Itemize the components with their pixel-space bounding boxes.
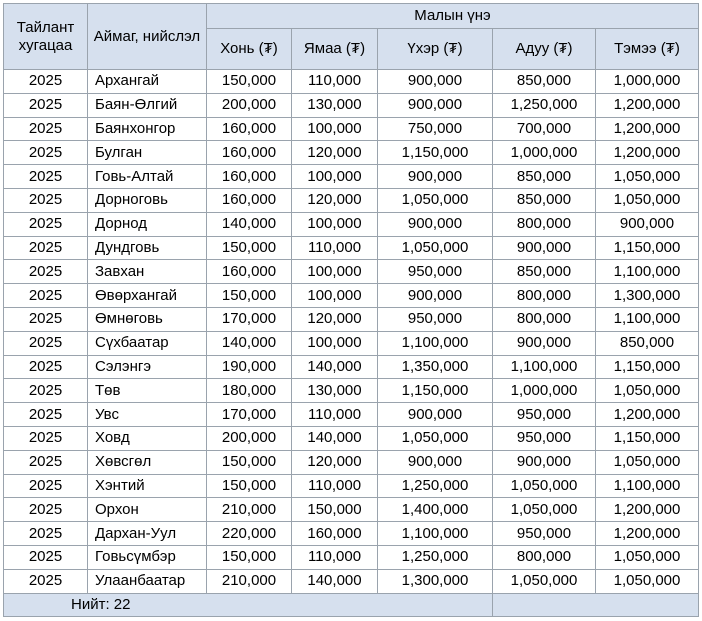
goat-price-cell: 100,000 <box>292 284 378 308</box>
horse-price-cell: 800,000 <box>493 307 596 331</box>
table-row <box>4 188 699 212</box>
aimag-name-cell: Дорнод <box>88 212 207 236</box>
sheep-price-cell: 170,000 <box>207 403 292 427</box>
table-row <box>4 165 699 189</box>
horse-price-cell: 800,000 <box>493 545 596 569</box>
sheep-price-cell: 150,000 <box>207 284 292 308</box>
goat-price-cell: 110,000 <box>292 403 378 427</box>
goat-price-cell: 140,000 <box>292 426 378 450</box>
year-cell: 2025 <box>4 307 88 331</box>
sheep-price-cell: 150,000 <box>207 236 292 260</box>
cattle-price-cell: 1,150,000 <box>378 379 493 403</box>
camel-price-cell: 900,000 <box>596 212 699 236</box>
sheep-price-cell: 190,000 <box>207 355 292 379</box>
sheep-price-cell: 150,000 <box>207 450 292 474</box>
goat-price-cell: 120,000 <box>292 450 378 474</box>
horse-price-cell: 1,050,000 <box>493 474 596 498</box>
year-cell: 2025 <box>4 522 88 546</box>
aimag-name-cell: Улаанбаатар <box>88 569 207 593</box>
cattle-price-cell: 950,000 <box>378 260 493 284</box>
sheep-price-cell: 210,000 <box>207 569 292 593</box>
header-goat: Ямаа (₮) <box>292 29 378 70</box>
camel-price-cell: 1,000,000 <box>596 70 699 94</box>
horse-price-cell: 1,050,000 <box>493 569 596 593</box>
table-row <box>4 498 699 522</box>
cattle-price-cell: 1,100,000 <box>378 522 493 546</box>
camel-price-cell: 1,050,000 <box>596 379 699 403</box>
cattle-price-cell: 1,050,000 <box>378 426 493 450</box>
horse-price-cell: 900,000 <box>493 236 596 260</box>
livestock-price-table <box>3 3 699 617</box>
sheep-price-cell: 200,000 <box>207 426 292 450</box>
horse-price-cell: 850,000 <box>493 260 596 284</box>
sheep-price-cell: 210,000 <box>207 498 292 522</box>
camel-price-cell: 1,150,000 <box>596 355 699 379</box>
camel-price-cell: 1,150,000 <box>596 426 699 450</box>
cattle-price-cell: 1,250,000 <box>378 474 493 498</box>
goat-price-cell: 130,000 <box>292 93 378 117</box>
goat-price-cell: 150,000 <box>292 498 378 522</box>
cattle-price-cell: 950,000 <box>378 307 493 331</box>
sheep-price-cell: 170,000 <box>207 307 292 331</box>
cattle-price-cell: 900,000 <box>378 450 493 474</box>
camel-price-cell: 1,200,000 <box>596 117 699 141</box>
aimag-name-cell: Баян-Өлгий <box>88 93 207 117</box>
year-cell: 2025 <box>4 284 88 308</box>
year-cell: 2025 <box>4 212 88 236</box>
horse-price-cell: 950,000 <box>493 522 596 546</box>
aimag-name-cell: Архангай <box>88 70 207 94</box>
year-cell: 2025 <box>4 93 88 117</box>
horse-price-cell: 1,250,000 <box>493 93 596 117</box>
aimag-name-cell: Орхон <box>88 498 207 522</box>
horse-price-cell: 900,000 <box>493 450 596 474</box>
sheep-price-cell: 160,000 <box>207 188 292 212</box>
aimag-name-cell: Завхан <box>88 260 207 284</box>
table-row <box>4 379 699 403</box>
table-row <box>4 545 699 569</box>
year-cell: 2025 <box>4 70 88 94</box>
goat-price-cell: 100,000 <box>292 260 378 284</box>
cattle-price-cell: 1,300,000 <box>378 569 493 593</box>
table-row <box>4 307 699 331</box>
cattle-price-cell: 900,000 <box>378 93 493 117</box>
horse-price-cell: 1,000,000 <box>493 141 596 165</box>
table-row <box>4 426 699 450</box>
table-row <box>4 70 699 94</box>
year-cell: 2025 <box>4 474 88 498</box>
aimag-name-cell: Сүхбаатар <box>88 331 207 355</box>
header-period: Тайлант хугацаа <box>4 4 88 70</box>
table-row <box>4 569 699 593</box>
table-footer-row <box>4 593 699 616</box>
aimag-name-cell: Дархан-Уул <box>88 522 207 546</box>
goat-price-cell: 140,000 <box>292 569 378 593</box>
goat-price-cell: 100,000 <box>292 117 378 141</box>
camel-price-cell: 1,300,000 <box>596 284 699 308</box>
year-cell: 2025 <box>4 498 88 522</box>
horse-price-cell: 850,000 <box>493 188 596 212</box>
table-row <box>4 236 699 260</box>
aimag-name-cell: Өвөрхангай <box>88 284 207 308</box>
goat-price-cell: 120,000 <box>292 188 378 212</box>
camel-price-cell: 1,100,000 <box>596 307 699 331</box>
goat-price-cell: 110,000 <box>292 545 378 569</box>
header-aimag: Аймаг, нийслэл <box>88 4 207 70</box>
year-cell: 2025 <box>4 236 88 260</box>
goat-price-cell: 100,000 <box>292 165 378 189</box>
cattle-price-cell: 1,350,000 <box>378 355 493 379</box>
camel-price-cell: 1,100,000 <box>596 260 699 284</box>
year-cell: 2025 <box>4 426 88 450</box>
camel-price-cell: 1,200,000 <box>596 498 699 522</box>
aimag-name-cell: Говьсүмбэр <box>88 545 207 569</box>
camel-price-cell: 1,200,000 <box>596 141 699 165</box>
goat-price-cell: 100,000 <box>292 212 378 236</box>
horse-price-cell: 1,100,000 <box>493 355 596 379</box>
table-row <box>4 474 699 498</box>
aimag-name-cell: Ховд <box>88 426 207 450</box>
year-cell: 2025 <box>4 165 88 189</box>
cattle-price-cell: 900,000 <box>378 212 493 236</box>
aimag-name-cell: Говь-Алтай <box>88 165 207 189</box>
header-group-livestock-price: Малын үнэ <box>207 4 699 29</box>
aimag-name-cell: Увс <box>88 403 207 427</box>
horse-price-cell: 800,000 <box>493 212 596 236</box>
goat-price-cell: 110,000 <box>292 474 378 498</box>
sheep-price-cell: 150,000 <box>207 545 292 569</box>
horse-price-cell: 1,050,000 <box>493 498 596 522</box>
table-body <box>4 70 699 594</box>
sheep-price-cell: 140,000 <box>207 331 292 355</box>
sheep-price-cell: 180,000 <box>207 379 292 403</box>
sheep-price-cell: 160,000 <box>207 165 292 189</box>
sheep-price-cell: 150,000 <box>207 474 292 498</box>
header-sheep: Хонь (₮) <box>207 29 292 70</box>
year-cell: 2025 <box>4 569 88 593</box>
year-cell: 2025 <box>4 331 88 355</box>
horse-price-cell: 800,000 <box>493 284 596 308</box>
year-cell: 2025 <box>4 355 88 379</box>
table-row <box>4 355 699 379</box>
horse-price-cell: 1,000,000 <box>493 379 596 403</box>
sheep-price-cell: 140,000 <box>207 212 292 236</box>
aimag-name-cell: Дорноговь <box>88 188 207 212</box>
aimag-name-cell: Хөвсгөл <box>88 450 207 474</box>
year-cell: 2025 <box>4 117 88 141</box>
cattle-price-cell: 750,000 <box>378 117 493 141</box>
sheep-price-cell: 160,000 <box>207 141 292 165</box>
table-row <box>4 403 699 427</box>
camel-price-cell: 1,050,000 <box>596 188 699 212</box>
sheep-price-cell: 150,000 <box>207 70 292 94</box>
cattle-price-cell: 1,050,000 <box>378 236 493 260</box>
goat-price-cell: 120,000 <box>292 307 378 331</box>
aimag-name-cell: Өмнөговь <box>88 307 207 331</box>
cattle-price-cell: 1,050,000 <box>378 188 493 212</box>
camel-price-cell: 1,050,000 <box>596 569 699 593</box>
cattle-price-cell: 900,000 <box>378 70 493 94</box>
year-cell: 2025 <box>4 545 88 569</box>
camel-price-cell: 850,000 <box>596 331 699 355</box>
goat-price-cell: 110,000 <box>292 70 378 94</box>
cattle-price-cell: 1,250,000 <box>378 545 493 569</box>
total-count: Нийт: 22 <box>4 593 493 616</box>
table-row <box>4 117 699 141</box>
header-cattle: Үхэр (₮) <box>378 29 493 70</box>
camel-price-cell: 1,050,000 <box>596 165 699 189</box>
table-row <box>4 141 699 165</box>
camel-price-cell: 1,050,000 <box>596 545 699 569</box>
cattle-price-cell: 1,400,000 <box>378 498 493 522</box>
goat-price-cell: 100,000 <box>292 331 378 355</box>
year-cell: 2025 <box>4 141 88 165</box>
table-row <box>4 284 699 308</box>
camel-price-cell: 1,050,000 <box>596 450 699 474</box>
sheep-price-cell: 200,000 <box>207 93 292 117</box>
aimag-name-cell: Төв <box>88 379 207 403</box>
footer-empty-cell <box>493 593 699 616</box>
goat-price-cell: 140,000 <box>292 355 378 379</box>
aimag-name-cell: Баянхонгор <box>88 117 207 141</box>
header-camel: Тэмээ (₮) <box>596 29 699 70</box>
sheep-price-cell: 220,000 <box>207 522 292 546</box>
year-cell: 2025 <box>4 403 88 427</box>
table-row <box>4 93 699 117</box>
aimag-name-cell: Булган <box>88 141 207 165</box>
goat-price-cell: 120,000 <box>292 141 378 165</box>
horse-price-cell: 950,000 <box>493 426 596 450</box>
goat-price-cell: 160,000 <box>292 522 378 546</box>
livestock-price-table-container <box>3 3 699 617</box>
aimag-name-cell: Сэлэнгэ <box>88 355 207 379</box>
year-cell: 2025 <box>4 188 88 212</box>
year-cell: 2025 <box>4 379 88 403</box>
horse-price-cell: 900,000 <box>493 331 596 355</box>
header-horse: Адуу (₮) <box>493 29 596 70</box>
cattle-price-cell: 1,150,000 <box>378 141 493 165</box>
horse-price-cell: 950,000 <box>493 403 596 427</box>
aimag-name-cell: Хэнтий <box>88 474 207 498</box>
year-cell: 2025 <box>4 260 88 284</box>
camel-price-cell: 1,200,000 <box>596 93 699 117</box>
horse-price-cell: 700,000 <box>493 117 596 141</box>
table-row <box>4 260 699 284</box>
camel-price-cell: 1,200,000 <box>596 522 699 546</box>
table-row <box>4 331 699 355</box>
table-row <box>4 212 699 236</box>
cattle-price-cell: 900,000 <box>378 284 493 308</box>
table-row <box>4 522 699 546</box>
camel-price-cell: 1,150,000 <box>596 236 699 260</box>
camel-price-cell: 1,200,000 <box>596 403 699 427</box>
cattle-price-cell: 900,000 <box>378 403 493 427</box>
horse-price-cell: 850,000 <box>493 70 596 94</box>
goat-price-cell: 130,000 <box>292 379 378 403</box>
table-row <box>4 450 699 474</box>
cattle-price-cell: 900,000 <box>378 165 493 189</box>
sheep-price-cell: 160,000 <box>207 117 292 141</box>
cattle-price-cell: 1,100,000 <box>378 331 493 355</box>
camel-price-cell: 1,100,000 <box>596 474 699 498</box>
sheep-price-cell: 160,000 <box>207 260 292 284</box>
year-cell: 2025 <box>4 450 88 474</box>
goat-price-cell: 110,000 <box>292 236 378 260</box>
aimag-name-cell: Дундговь <box>88 236 207 260</box>
horse-price-cell: 850,000 <box>493 165 596 189</box>
